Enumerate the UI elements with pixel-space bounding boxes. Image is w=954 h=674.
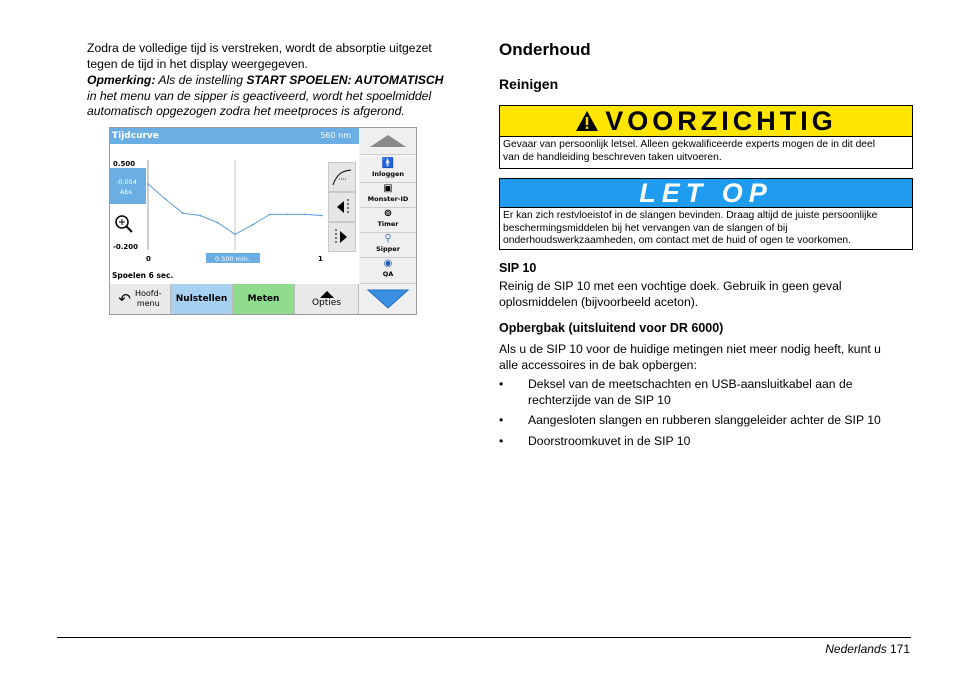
home-label-line: Hoofd- xyxy=(134,289,162,298)
zoom-icon[interactable] xyxy=(116,216,132,232)
user-icon: 🚹 xyxy=(381,158,395,169)
cursor-left-icon[interactable] xyxy=(328,192,356,222)
data-point xyxy=(286,213,288,215)
data-point xyxy=(252,224,254,226)
note-setting: START SPOELEN: AUTOMATISCH xyxy=(246,73,444,87)
storage-list xyxy=(499,377,919,454)
data-point xyxy=(321,215,323,217)
data-point xyxy=(269,213,271,215)
x-max-label: 1 xyxy=(318,255,323,263)
y-readout-bg xyxy=(110,168,146,204)
intro-paragraph xyxy=(87,41,467,72)
section-heading: Onderhoud xyxy=(499,40,591,59)
menu-item-sipper[interactable] xyxy=(360,233,416,258)
menu-item-qa[interactable] xyxy=(360,258,416,284)
caution-text xyxy=(500,137,912,167)
x-cursor-label: 0.500 min. xyxy=(215,255,250,263)
y-max-label: 0.500 xyxy=(113,160,136,168)
time-curve-chart xyxy=(110,144,359,284)
bullet-symbol: • xyxy=(499,377,504,391)
notice-header xyxy=(500,179,912,208)
back-arrow-icon: ↶ xyxy=(118,290,131,308)
curve-fit-icon[interactable] xyxy=(328,162,356,192)
scroll-down-button[interactable] xyxy=(360,284,416,314)
home-menu-label xyxy=(135,289,162,309)
storage-heading: Opbergbak (uitsluitend voor DR 6000) xyxy=(499,321,724,335)
data-point xyxy=(304,213,306,215)
note-line: in het menu van de sipper is geactiveerd, wordt het spoelmiddel xyxy=(87,88,432,103)
menu-item-label: Monster-ID xyxy=(367,195,409,203)
triangle-up-icon xyxy=(368,134,408,148)
notice-line: onderhoudswerkzaamheden, om contact met de huid of ogen te voorkomen. xyxy=(503,235,852,247)
intro-line: Zodra de volledige tijd is verstreken, wordt de absorptie uitgezet xyxy=(87,41,432,55)
caution-header xyxy=(500,106,912,137)
note-label: Opmerking: xyxy=(87,73,156,87)
data-point xyxy=(217,222,219,224)
options-label: Opties xyxy=(311,297,342,308)
qa-icon: ◉ xyxy=(383,258,393,269)
y-min-label: -0.200 xyxy=(113,243,139,251)
sipper-icon: ⚲ xyxy=(384,233,392,244)
storage-paragraph xyxy=(499,342,919,373)
list-item xyxy=(499,377,919,408)
x-min-label: 0 xyxy=(146,255,151,263)
data-point xyxy=(147,183,149,185)
bullet-symbol: • xyxy=(499,413,504,427)
menu-item-timer[interactable] xyxy=(360,208,416,233)
note-paragraph xyxy=(87,73,477,120)
cursor-right-icon[interactable] xyxy=(328,222,356,252)
plot-area xyxy=(110,144,359,284)
intro-line: tegen de tijd in het display weergegeven. xyxy=(87,56,308,71)
timer-icon: ⊚ xyxy=(383,208,393,219)
sip10-paragraph xyxy=(499,279,914,310)
caution-title: VOORZICHTIG xyxy=(605,105,837,136)
wavelength-label: 560 nm xyxy=(320,131,351,140)
device-screenshot xyxy=(109,127,417,315)
caution-box xyxy=(499,105,913,169)
home-label-line: menu xyxy=(136,299,160,308)
data-point xyxy=(165,198,167,200)
menu-item-inloggen[interactable] xyxy=(360,158,416,183)
options-button[interactable] xyxy=(295,284,359,314)
sip10-line: Reinig de SIP 10 met een vochtige doek. Gebruik in geen geval xyxy=(499,279,842,293)
note-pre: Als de instelling xyxy=(158,73,244,87)
sip10-line: oplosmiddelen (bijvoorbeeld aceton). xyxy=(499,294,699,309)
measure-button[interactable]: Meten xyxy=(233,284,295,314)
list-item-line: Aangesloten slangen en rubberen slanggeleider achter de SIP 10 xyxy=(528,413,881,427)
triangle-up-small-icon xyxy=(320,291,334,298)
list-item xyxy=(499,413,919,429)
caution-line: van de handleiding beschreven taken uitvoeren. xyxy=(503,151,722,163)
screen-title: Tijdcurve xyxy=(112,131,159,141)
page-footer xyxy=(825,642,910,656)
menu-item-label: Sipper xyxy=(376,245,400,253)
data-point xyxy=(199,215,201,217)
list-item-line: Deksel van de meetschachten en USB-aansluitkabel aan de xyxy=(528,377,853,391)
caution-line: Gevaar van persoonlijk letsel. Alleen gekwalificeerde experts mogen de in dit deel xyxy=(503,139,876,150)
notice-title: LET OP xyxy=(639,177,773,208)
footer-language: Nederlands xyxy=(825,642,887,656)
menu-item-label: Inloggen xyxy=(371,170,405,178)
triangle-down-icon xyxy=(366,288,410,310)
y-current-label: -0.054 xyxy=(116,178,137,186)
list-item-line: rechterzijde van de SIP 10 xyxy=(528,392,671,407)
menu-item-label: QA xyxy=(382,270,394,278)
y-unit-label: Abs xyxy=(120,188,132,196)
list-item-line: Doorstroomkuvet in de SIP 10 xyxy=(528,433,691,448)
subsection-heading: Reinigen xyxy=(499,76,559,92)
sip10-heading: SIP 10 xyxy=(499,261,537,275)
status-label: Spoelen 6 sec. xyxy=(112,271,174,280)
footer-rule xyxy=(57,637,911,638)
reset-button[interactable]: Nulstellen xyxy=(171,284,233,314)
note-line xyxy=(87,73,477,89)
home-menu-button[interactable] xyxy=(110,284,171,314)
list-item xyxy=(499,434,919,450)
bullet-symbol: • xyxy=(499,433,504,448)
sample-icon: ▣ xyxy=(383,183,393,194)
note-line: automatisch opgezogen zodra het meetproces is afgerond. xyxy=(87,104,405,118)
notice-line: Er kan zich restvloeistof in de slangen bevinden. Draag altijd de juiste persoonlijke xyxy=(503,210,878,221)
notice-line: beschermingsmiddelen bij het vervangen van de slangen of bij xyxy=(503,222,788,234)
notice-box xyxy=(499,178,913,250)
data-point xyxy=(182,212,184,214)
menu-item-monster-id[interactable] xyxy=(360,183,416,208)
notice-text xyxy=(500,208,912,251)
data-point xyxy=(234,233,236,235)
page-number: 171 xyxy=(889,642,910,656)
warning-triangle-icon xyxy=(575,110,599,132)
menu-item-label: Timer xyxy=(377,220,399,228)
scroll-up-button[interactable] xyxy=(360,128,416,155)
storage-line: Als u de SIP 10 voor de huidige metingen niet meer nodig heeft, kunt u xyxy=(499,342,881,356)
storage-line: alle accessoires in de bak opbergen: xyxy=(499,357,697,372)
device-titlebar xyxy=(110,128,359,144)
